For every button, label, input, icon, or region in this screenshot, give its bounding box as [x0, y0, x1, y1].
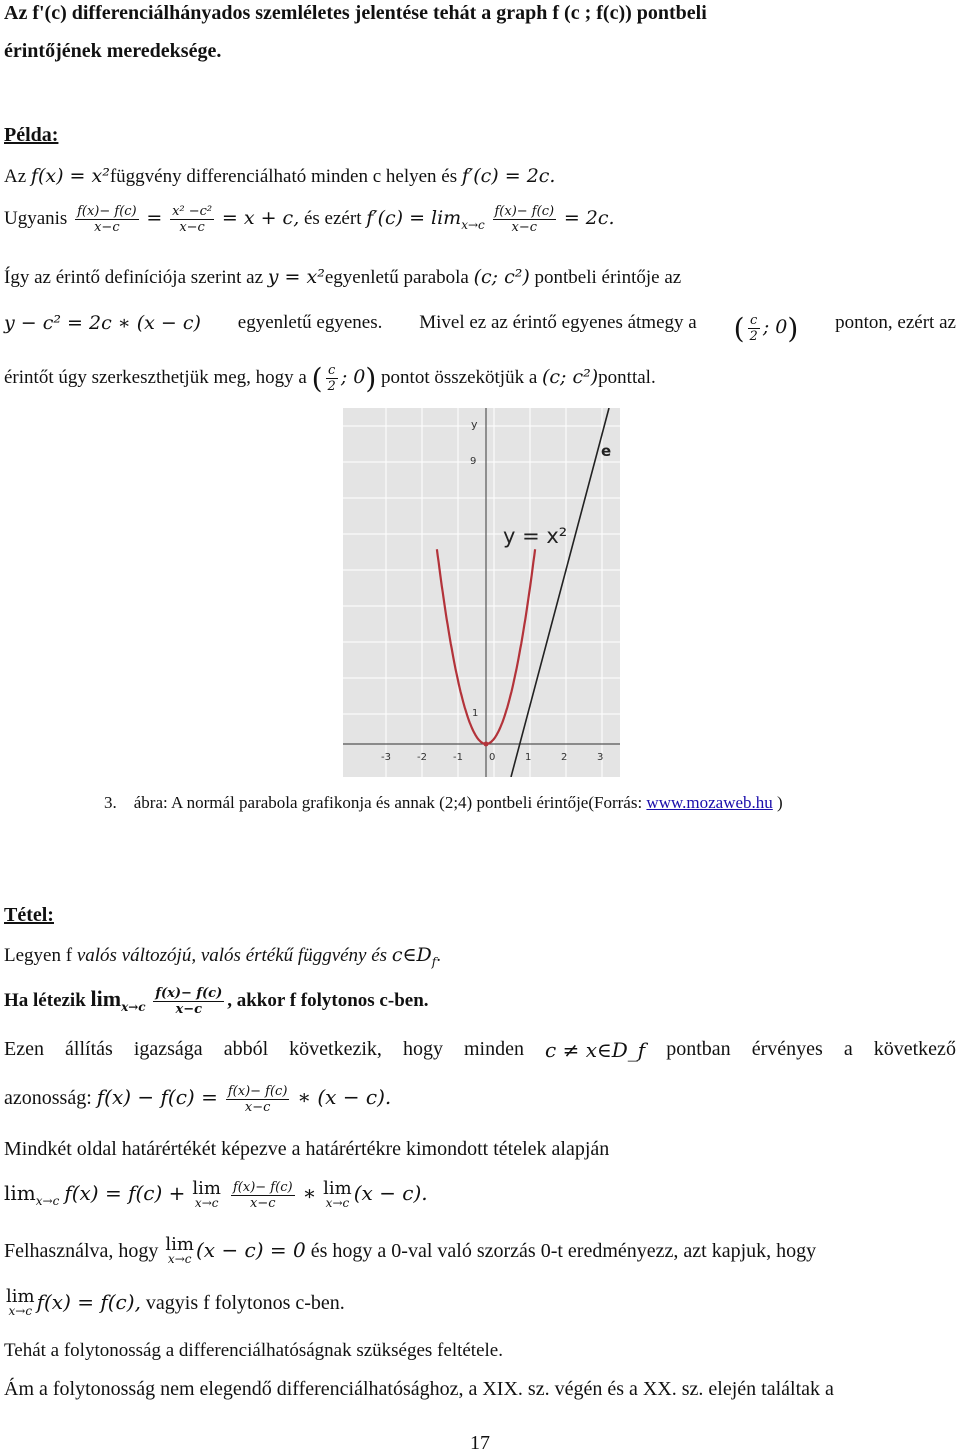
caption-end: ): [777, 793, 783, 812]
theorem-line-3: [4, 1038, 956, 1062]
formula: ∗ (x − c).: [297, 1085, 392, 1110]
formula: f′(c) = lim: [366, 206, 462, 229]
text: Ugyanis: [4, 207, 68, 229]
word: állítás: [65, 1038, 113, 1060]
text: valós változójú, valós értékű függvény és: [76, 945, 388, 966]
example-heading: Példa:: [4, 124, 59, 146]
frac-den: 2: [749, 329, 758, 344]
frac-den: x−c: [179, 220, 205, 235]
theorem-line-9: Tehát a folytonosság a differenciálhatóságnak szükséges feltétele.: [4, 1340, 503, 1361]
text: , akkor f folytonos c-ben.: [227, 990, 429, 1011]
text: azonosság:: [4, 1087, 92, 1110]
word: a: [843, 1038, 853, 1060]
formula: f(x) = x²: [30, 165, 110, 187]
lim-sub: x→c: [8, 1304, 33, 1319]
theorem-heading: Tétel:: [4, 904, 54, 926]
curve-label: y = x²: [503, 524, 568, 548]
example-line-3: [4, 266, 681, 289]
x-tick-label: 3: [597, 752, 604, 763]
formula: = x + c,: [221, 206, 300, 229]
theorem-line-4: [4, 1084, 391, 1115]
lim-word: lim: [6, 1286, 35, 1308]
fraction: [170, 204, 214, 235]
word: minden: [463, 1038, 524, 1060]
point: ( $\frac{c}{2}$ ; 0): [733, 312, 799, 345]
fraction: [326, 363, 338, 394]
point: ( $\frac{c}{2}$ ; 0): [311, 362, 377, 395]
text: pontot összekötjük a: [381, 366, 538, 388]
word: Ezen: [4, 1038, 44, 1060]
formula: y = x²: [267, 266, 325, 288]
theorem-line-6: [4, 1177, 428, 1211]
limit: [6, 1286, 35, 1319]
formula: (x − c).: [353, 1181, 428, 1206]
graph-background: [343, 408, 620, 777]
subscript: x→c: [461, 217, 485, 232]
fraction: [226, 1084, 290, 1115]
word: következő: [873, 1038, 956, 1060]
x-tick-label: 2: [561, 752, 568, 763]
word: igazsága: [133, 1038, 203, 1060]
text: Felhasználva, hogy: [4, 1240, 159, 1262]
text: érintőt úgy szerkeszthetjük meg, hogy a: [4, 366, 307, 388]
limit: [323, 1177, 352, 1210]
lim-word: lim: [165, 1234, 194, 1256]
fraction: [493, 204, 557, 235]
word: hogy: [402, 1038, 443, 1060]
x-tick-label: 0: [489, 752, 496, 763]
formula: (x − c) = 0: [196, 1238, 306, 1262]
text: Az: [4, 166, 27, 187]
fraction: [231, 1180, 295, 1211]
fraction: [153, 986, 224, 1017]
formula: (c; c²): [473, 266, 530, 288]
text: függvény differenciálható minden c helyen és: [109, 166, 458, 187]
caption-text: ábra: A normál parabola grafikonja és annak (2;4) pontbeli érintője(Forrás:: [133, 793, 643, 812]
vertex-point: [484, 742, 489, 747]
example-line-2: [4, 204, 615, 235]
word: pontban: [666, 1038, 731, 1060]
theorem-line-5: Mindkét oldal határértékét képezve a határértékre kimondott tételek alapján: [4, 1138, 610, 1160]
formula: f′(c) = 2c.: [461, 165, 556, 187]
frac-num: f(x)− f(c): [227, 1084, 288, 1099]
formula: f(x) − f(c) =: [96, 1085, 218, 1110]
formula: y − c² = 2c ∗ (x − c): [4, 312, 201, 334]
text: Így az érintő definíciója szerint az: [4, 267, 264, 288]
text: ponton, ezért az: [835, 312, 956, 333]
text: Ha létezik: [4, 990, 86, 1011]
theorem-line-7: [4, 1234, 817, 1267]
frac-num: c: [326, 363, 338, 379]
formula: =: [146, 206, 163, 229]
page-number: 17: [470, 1432, 490, 1454]
frac-den: x−c: [250, 1196, 276, 1211]
word: abból: [223, 1038, 269, 1060]
frac-den: x−c: [511, 220, 538, 235]
limit: [192, 1177, 221, 1210]
example-line-4: [4, 312, 956, 345]
text: és hogy a 0-val való szorzás 0-t eredményezz, azt kapjuk, hogy: [310, 1240, 817, 1262]
theorem-line-2: [4, 986, 429, 1017]
formula: c∈D: [391, 944, 432, 966]
subscript: f: [431, 955, 437, 969]
fraction: [748, 313, 760, 344]
formula: = 2c.: [563, 206, 615, 229]
formula: lim: [4, 1181, 36, 1206]
word: következik,: [289, 1038, 382, 1060]
word: érvényes: [751, 1038, 823, 1060]
frac-num: f(x)− f(c): [155, 986, 223, 1002]
limit: [165, 1234, 194, 1267]
parabola-graph: [343, 408, 620, 777]
formula: ; 0: [762, 315, 788, 338]
y-tick-1: 1: [472, 708, 479, 719]
text: és ezért: [303, 207, 362, 229]
source-link[interactable]: www.mozaweb.hu: [646, 793, 773, 812]
theorem-line-1: [4, 944, 441, 967]
lim-sub: x→c: [167, 1252, 192, 1267]
text: Mivel ez az érintő egyenes átmegy a: [419, 312, 697, 333]
y-axis-label: y: [471, 418, 478, 431]
formula: (c; c²): [542, 365, 599, 388]
frac-den: x−c: [244, 1100, 271, 1115]
text: egyenletű parabola: [324, 267, 469, 288]
figure-caption: [104, 793, 783, 813]
intro-line-2: érintőjének meredeksége.: [4, 40, 222, 62]
theorem-line-10: Ám a folytonosság nem elegendő differenciálhatósághoz, a XIX. sz. végén és a XX. sz. elején találtak a: [4, 1378, 834, 1400]
formula: ∗: [302, 1181, 317, 1206]
formula: ; 0: [340, 365, 366, 388]
frac-num: c: [748, 313, 760, 329]
frac-den: x−c: [94, 220, 120, 235]
lim-sub: x→c: [194, 1195, 219, 1210]
subscript: x→c: [35, 1194, 60, 1209]
subscript: x→c: [121, 1000, 146, 1014]
text: ponttal.: [598, 366, 656, 388]
theorem-line-8: [4, 1286, 345, 1319]
tangent-label: e: [601, 442, 612, 460]
x-tick-label: 1: [525, 752, 532, 763]
text: Legyen f: [4, 945, 73, 966]
frac-den: 2: [327, 379, 336, 394]
frac-num: f(x)− f(c): [494, 204, 555, 219]
y-tick-9: 9: [470, 456, 477, 467]
text: egyenletű egyenes.: [237, 312, 383, 333]
formula: c ≠ x∈D_f: [545, 1038, 646, 1062]
frac-num: x² −c²: [172, 204, 213, 219]
text: pontbeli érintője az: [534, 267, 682, 288]
example-line-1: [4, 165, 555, 188]
lim-word: lim: [192, 1177, 221, 1199]
fraction: [75, 204, 139, 235]
intro-line-1: [4, 2, 956, 25]
formula: lim: [90, 986, 122, 1011]
lim-word: lim: [323, 1177, 352, 1199]
example-line-5: [4, 362, 656, 395]
text: .: [436, 945, 441, 966]
formula: f(x) = f(c),: [36, 1290, 141, 1314]
text: vagyis f folytonos c-ben.: [145, 1292, 345, 1314]
frac-den: x−c: [175, 1002, 203, 1018]
intro-line-1-text: Az f'(c) differenciálhányados szemléletes jelentése tehát a graph f (c ; f(c)) pontbeli: [4, 2, 707, 24]
lim-sub: x→c: [325, 1195, 350, 1210]
frac-num: f(x)− f(c): [77, 204, 137, 219]
frac-num: f(x)− f(c): [233, 1180, 293, 1195]
formula: f(x) = f(c) +: [64, 1181, 186, 1206]
x-tick-label: -1: [453, 752, 463, 763]
x-tick-label: -2: [417, 752, 427, 763]
x-tick-label: -3: [381, 752, 391, 763]
caption-number: 3.: [104, 793, 117, 812]
